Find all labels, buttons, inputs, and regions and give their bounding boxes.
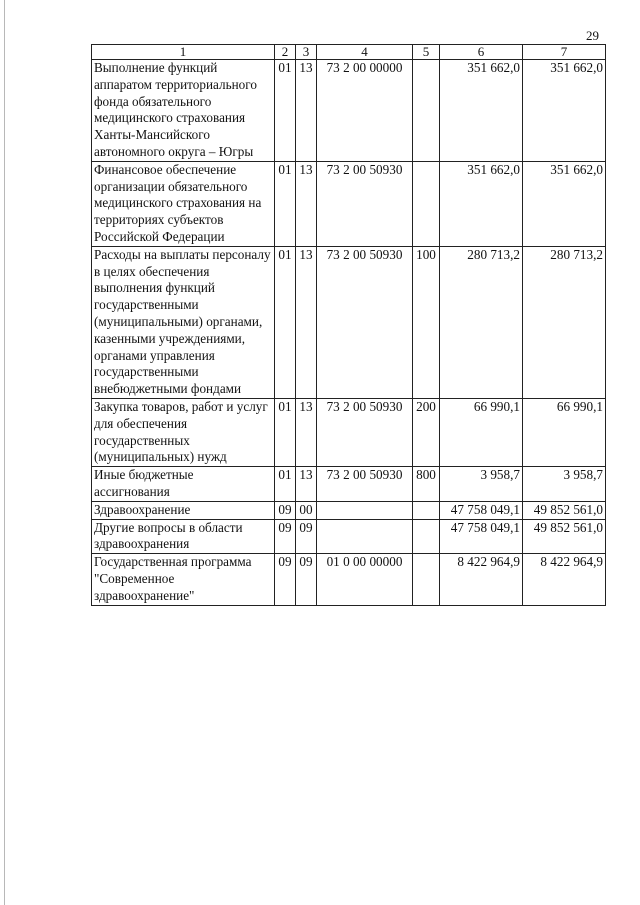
column-header-2: 2 (275, 45, 296, 60)
amount-column-6: 47 758 049,1 (440, 519, 523, 554)
target-article-code: 73 2 00 50930 (317, 161, 413, 246)
target-article-code: 73 2 00 50930 (317, 246, 413, 398)
subsection-code: 13 (296, 246, 317, 398)
expense-type-code: 200 (413, 398, 440, 466)
row-name: Государственная программа "Современное здравоохранение" (92, 554, 275, 605)
column-header-6: 6 (440, 45, 523, 60)
target-article-code: 73 2 00 50930 (317, 467, 413, 502)
column-header-7: 7 (523, 45, 606, 60)
amount-column-6: 280 713,2 (440, 246, 523, 398)
table-row (92, 519, 606, 554)
row-name: Выполнение функций аппаратом территориального фонда обязательного медицинского страхования Ханты-Мансийского автономного округа – Югры (92, 60, 275, 162)
table-header-row (92, 45, 606, 60)
section-code: 09 (275, 501, 296, 519)
subsection-code: 00 (296, 501, 317, 519)
subsection-code: 09 (296, 554, 317, 605)
amount-column-7: 49 852 561,0 (523, 519, 606, 554)
amount-column-7: 351 662,0 (523, 60, 606, 162)
expense-type-code (413, 519, 440, 554)
row-name: Расходы на выплаты персоналу в целях обеспечения выполнения функций государственными (муниципальными) органами, казенными учреждениями, органами управления государственными внебюджетными фондами (92, 246, 275, 398)
amount-column-7: 3 958,7 (523, 467, 606, 502)
amount-column-7: 49 852 561,0 (523, 501, 606, 519)
amount-column-6: 351 662,0 (440, 60, 523, 162)
table-row (92, 554, 606, 605)
expense-type-code (413, 501, 440, 519)
row-name: Иные бюджетные ассигнования (92, 467, 275, 502)
target-article-code: 01 0 00 00000 (317, 554, 413, 605)
row-name: Другие вопросы в области здравоохранения (92, 519, 275, 554)
expense-type-code: 100 (413, 246, 440, 398)
expense-type-code (413, 554, 440, 605)
table-row (92, 467, 606, 502)
amount-column-6: 47 758 049,1 (440, 501, 523, 519)
subsection-code: 13 (296, 161, 317, 246)
column-header-1: 1 (92, 45, 275, 60)
row-name: Здравоохранение (92, 501, 275, 519)
table-row (92, 161, 606, 246)
amount-column-7: 351 662,0 (523, 161, 606, 246)
section-code: 01 (275, 161, 296, 246)
subsection-code: 13 (296, 60, 317, 162)
target-article-code (317, 501, 413, 519)
row-name: Закупка товаров, работ и услуг для обеспечения государственных (муниципальных) нужд (92, 398, 275, 466)
table-row (92, 246, 606, 398)
section-code: 01 (275, 60, 296, 162)
amount-column-6: 351 662,0 (440, 161, 523, 246)
amount-column-6: 8 422 964,9 (440, 554, 523, 605)
target-article-code: 73 2 00 00000 (317, 60, 413, 162)
scan-edge-line (4, 0, 5, 905)
expense-type-code (413, 161, 440, 246)
amount-column-7: 280 713,2 (523, 246, 606, 398)
target-article-code: 73 2 00 50930 (317, 398, 413, 466)
section-code: 01 (275, 246, 296, 398)
section-code: 01 (275, 467, 296, 502)
column-header-5: 5 (413, 45, 440, 60)
amount-column-6: 66 990,1 (440, 398, 523, 466)
target-article-code (317, 519, 413, 554)
budget-table (91, 44, 606, 606)
section-code: 01 (275, 398, 296, 466)
column-header-3: 3 (296, 45, 317, 60)
subsection-code: 13 (296, 467, 317, 502)
amount-column-7: 8 422 964,9 (523, 554, 606, 605)
section-code: 09 (275, 519, 296, 554)
page-number: 29 (586, 28, 599, 43)
subsection-code: 09 (296, 519, 317, 554)
subsection-code: 13 (296, 398, 317, 466)
section-code: 09 (275, 554, 296, 605)
amount-column-7: 66 990,1 (523, 398, 606, 466)
table-row (92, 60, 606, 162)
table-row (92, 398, 606, 466)
expense-type-code: 800 (413, 467, 440, 502)
row-name: Финансовое обеспечение организации обязательного медицинского страхования на территориях субъектов Российской Федерации (92, 161, 275, 246)
expense-type-code (413, 60, 440, 162)
amount-column-6: 3 958,7 (440, 467, 523, 502)
column-header-4: 4 (317, 45, 413, 60)
table-row (92, 501, 606, 519)
